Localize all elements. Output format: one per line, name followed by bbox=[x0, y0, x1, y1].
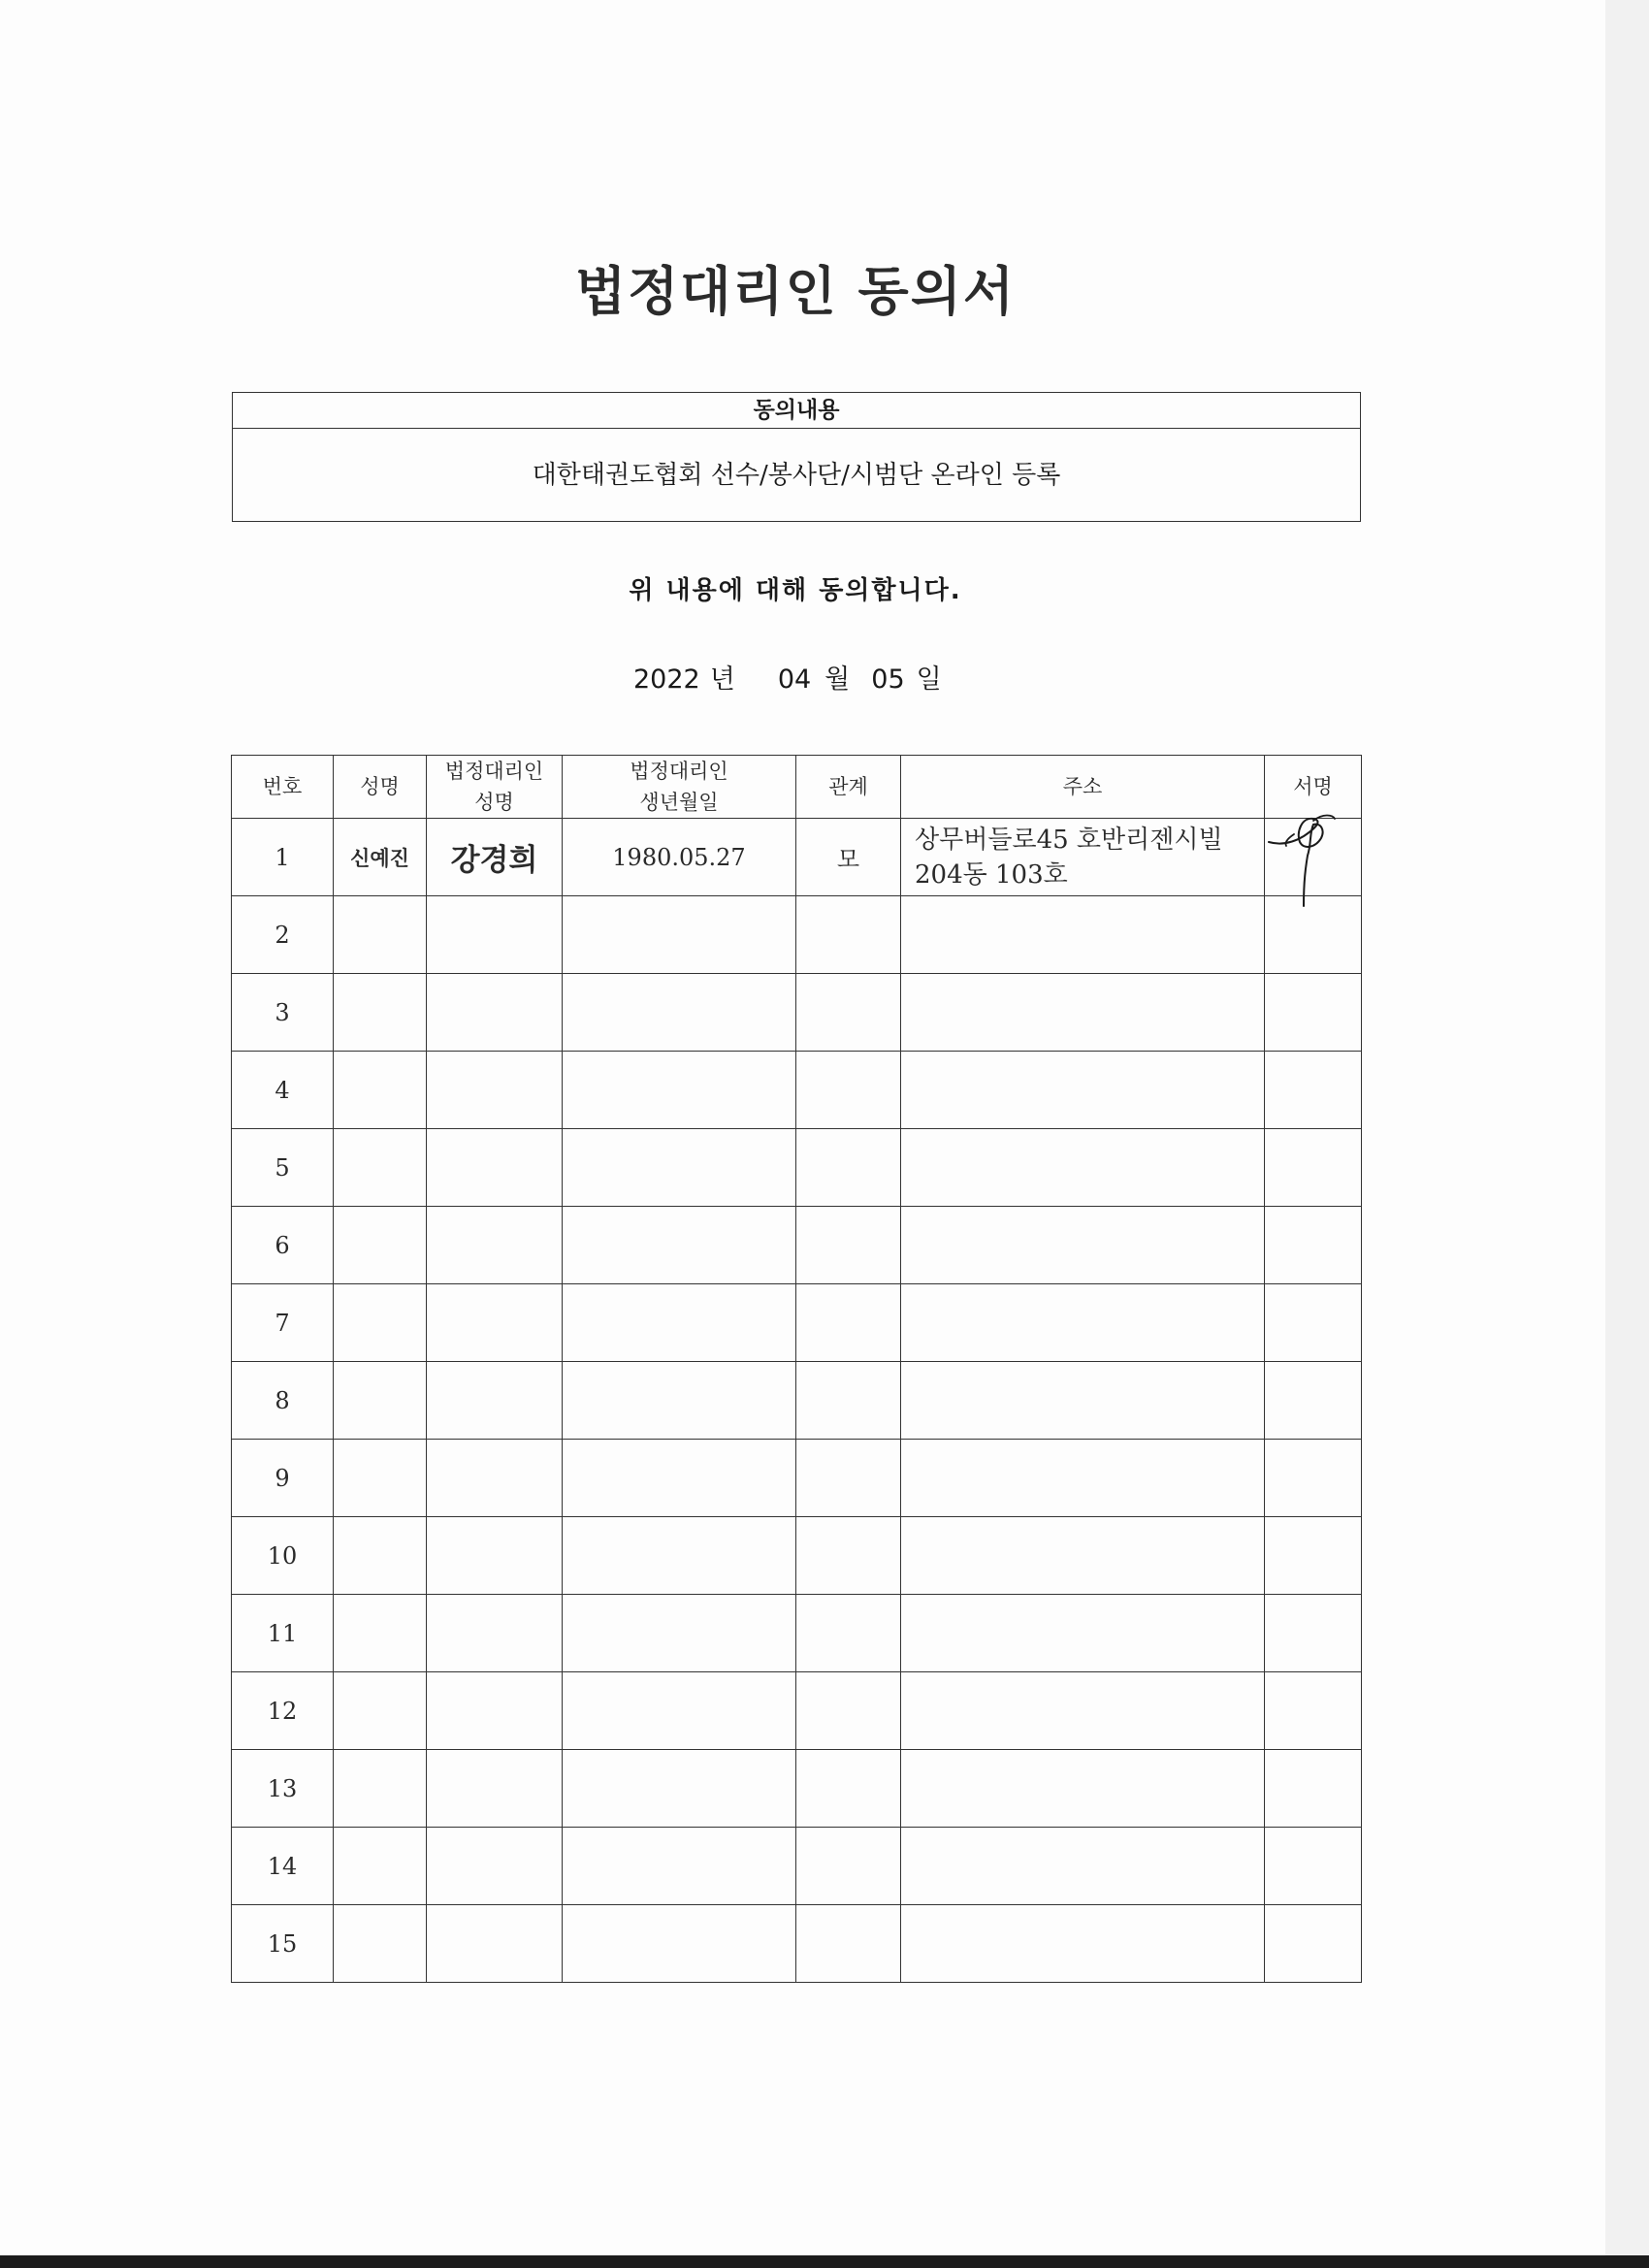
table-row bbox=[232, 1440, 1362, 1517]
table-row bbox=[232, 974, 1362, 1052]
cell-guardian-birth bbox=[563, 974, 796, 1052]
scan-edge-bottom bbox=[0, 2255, 1649, 2268]
cell-guardian-birth bbox=[563, 1207, 796, 1284]
consent-body: 대한태권도협회 선수/봉사단/시범단 온라인 등록 bbox=[532, 461, 1061, 490]
cell-relation bbox=[796, 1905, 901, 1983]
cell-guardian-birth bbox=[563, 1905, 796, 1983]
cell-name bbox=[334, 1129, 427, 1207]
cell-no: 4 bbox=[232, 1052, 334, 1129]
cell-signature bbox=[1265, 974, 1362, 1052]
date-year: 2022 bbox=[633, 664, 700, 695]
cell-name bbox=[334, 1517, 427, 1595]
date-day-unit: 일 bbox=[916, 664, 942, 695]
cell-name: 신예진 bbox=[334, 819, 427, 896]
cell-guardian-name bbox=[427, 1284, 563, 1362]
cell-signature bbox=[1265, 1362, 1362, 1440]
cell-address bbox=[901, 1828, 1265, 1905]
cell-relation bbox=[796, 1672, 901, 1750]
cell-relation bbox=[796, 1207, 901, 1284]
table-row bbox=[232, 1129, 1362, 1207]
cell-signature bbox=[1265, 1207, 1362, 1284]
cell-address bbox=[901, 1672, 1265, 1750]
cell-address bbox=[901, 1284, 1265, 1362]
cell-guardian-birth: 1980.05.27 bbox=[563, 819, 796, 896]
date-year-unit: 년 bbox=[709, 664, 735, 695]
cell-name bbox=[334, 1750, 427, 1828]
cell-no: 12 bbox=[232, 1672, 334, 1750]
table-body bbox=[232, 819, 1362, 1983]
header-relation: 관계 bbox=[796, 756, 901, 819]
cell-name bbox=[334, 1440, 427, 1517]
date-month-unit: 월 bbox=[824, 664, 851, 695]
cell-signature bbox=[1265, 1129, 1362, 1207]
table-row bbox=[232, 1595, 1362, 1672]
cell-guardian-name bbox=[427, 1672, 563, 1750]
cell-no: 8 bbox=[232, 1362, 334, 1440]
cell-address bbox=[901, 896, 1265, 974]
table-row bbox=[232, 1517, 1362, 1595]
cell-signature bbox=[1265, 1595, 1362, 1672]
cell-address bbox=[901, 1129, 1265, 1207]
cell-relation bbox=[796, 1750, 901, 1828]
cell-name bbox=[334, 974, 427, 1052]
cell-guardian-name bbox=[427, 1517, 563, 1595]
cell-signature bbox=[1265, 819, 1362, 896]
consent-header: 동의내용 bbox=[233, 393, 1360, 429]
header-signature: 서명 bbox=[1265, 756, 1362, 819]
cell-address bbox=[901, 974, 1265, 1052]
cell-relation bbox=[796, 1828, 901, 1905]
cell-guardian-birth bbox=[563, 1052, 796, 1129]
consent-box bbox=[232, 392, 1361, 522]
cell-address bbox=[901, 1207, 1265, 1284]
header-name: 성명 bbox=[334, 756, 427, 819]
cell-guardian-name bbox=[427, 1440, 563, 1517]
cell-relation: 모 bbox=[796, 819, 901, 896]
header-guardian-name-line1: 법정대리인 bbox=[444, 760, 544, 783]
cell-guardian-birth bbox=[563, 896, 796, 974]
cell-name bbox=[334, 1595, 427, 1672]
agree-statement: 위 내용에 대해 동의합니다. bbox=[629, 576, 962, 605]
cell-signature bbox=[1265, 1284, 1362, 1362]
cell-signature bbox=[1265, 1052, 1362, 1129]
cell-name bbox=[334, 1905, 427, 1983]
cell-signature bbox=[1265, 896, 1362, 974]
cell-address bbox=[901, 1052, 1265, 1129]
date-month: 04 bbox=[777, 664, 812, 695]
cell-guardian-birth bbox=[563, 1129, 796, 1207]
cell-relation bbox=[796, 1517, 901, 1595]
cell-name bbox=[334, 1052, 427, 1129]
cell-guardian-name bbox=[427, 1129, 563, 1207]
table-row bbox=[232, 1750, 1362, 1828]
cell-no: 6 bbox=[232, 1207, 334, 1284]
cell-guardian-name bbox=[427, 1362, 563, 1440]
cell-relation bbox=[796, 974, 901, 1052]
cell-name bbox=[334, 896, 427, 974]
cell-signature bbox=[1265, 1517, 1362, 1595]
cell-guardian-birth bbox=[563, 1672, 796, 1750]
cell-guardian-birth bbox=[563, 1284, 796, 1362]
cell-signature bbox=[1265, 1750, 1362, 1828]
cell-name bbox=[334, 1672, 427, 1750]
table-row bbox=[232, 896, 1362, 974]
cell-guardian-birth bbox=[563, 1750, 796, 1828]
table-row bbox=[232, 1828, 1362, 1905]
address-line2: 204동 103호 bbox=[915, 859, 1068, 890]
cell-guardian-name bbox=[427, 1595, 563, 1672]
cell-guardian-name bbox=[427, 974, 563, 1052]
table-row bbox=[232, 1052, 1362, 1129]
cell-no: 5 bbox=[232, 1129, 334, 1207]
cell-guardian-name: 강경희 bbox=[427, 819, 563, 896]
header-address: 주소 bbox=[901, 756, 1265, 819]
cell-relation bbox=[796, 1362, 901, 1440]
cell-guardian-birth bbox=[563, 1362, 796, 1440]
table-row bbox=[232, 819, 1362, 896]
cell-address bbox=[901, 1750, 1265, 1828]
cell-guardian-name bbox=[427, 1828, 563, 1905]
cell-no: 7 bbox=[232, 1284, 334, 1362]
cell-no: 13 bbox=[232, 1750, 334, 1828]
cell-guardian-birth bbox=[563, 1828, 796, 1905]
header-guardian-birth-line1: 법정대리인 bbox=[630, 760, 728, 783]
cell-signature bbox=[1265, 1440, 1362, 1517]
header-guardian-name-line2: 성명 bbox=[474, 791, 514, 814]
address-line1: 상무버들로45 호반리젠시빌 bbox=[915, 825, 1223, 855]
table-row bbox=[232, 1207, 1362, 1284]
cell-signature bbox=[1265, 1905, 1362, 1983]
cell-guardian-name bbox=[427, 1207, 563, 1284]
cell-signature bbox=[1265, 1828, 1362, 1905]
table-row bbox=[232, 1362, 1362, 1440]
header-no: 번호 bbox=[232, 756, 334, 819]
cell-address bbox=[901, 1905, 1265, 1983]
cell-address bbox=[901, 819, 1265, 896]
cell-relation bbox=[796, 1595, 901, 1672]
cell-address bbox=[901, 1440, 1265, 1517]
page-title: 법정대리인 동의서 bbox=[574, 261, 1017, 322]
cell-no: 11 bbox=[232, 1595, 334, 1672]
table-row bbox=[232, 1905, 1362, 1983]
cell-guardian-name bbox=[427, 1052, 563, 1129]
cell-no: 2 bbox=[232, 896, 334, 974]
cell-guardian-birth bbox=[563, 1595, 796, 1672]
date-day: 05 bbox=[871, 664, 905, 695]
cell-guardian-name bbox=[427, 1750, 563, 1828]
registration-table bbox=[231, 755, 1362, 1983]
cell-no: 10 bbox=[232, 1517, 334, 1595]
cell-signature bbox=[1265, 1672, 1362, 1750]
cell-relation bbox=[796, 1129, 901, 1207]
cell-guardian-name bbox=[427, 1905, 563, 1983]
cell-no: 14 bbox=[232, 1828, 334, 1905]
scan-edge-right bbox=[1605, 0, 1649, 2268]
header-guardian-birth bbox=[563, 756, 796, 819]
table-header-row bbox=[232, 756, 1362, 819]
cell-name bbox=[334, 1828, 427, 1905]
cell-address bbox=[901, 1595, 1265, 1672]
cell-no: 1 bbox=[232, 819, 334, 896]
cell-relation bbox=[796, 896, 901, 974]
cell-relation bbox=[796, 1440, 901, 1517]
table-row bbox=[232, 1672, 1362, 1750]
cell-name bbox=[334, 1362, 427, 1440]
cell-address bbox=[901, 1517, 1265, 1595]
cell-relation bbox=[796, 1284, 901, 1362]
cell-no: 9 bbox=[232, 1440, 334, 1517]
cell-relation bbox=[796, 1052, 901, 1129]
cell-name bbox=[334, 1284, 427, 1362]
consent-date bbox=[633, 658, 942, 696]
cell-no: 3 bbox=[232, 974, 334, 1052]
cell-guardian-name bbox=[427, 896, 563, 974]
cell-name bbox=[334, 1207, 427, 1284]
header-guardian-birth-line2: 생년월일 bbox=[639, 791, 719, 814]
cell-address bbox=[901, 1362, 1265, 1440]
cell-guardian-birth bbox=[563, 1440, 796, 1517]
table-row bbox=[232, 1284, 1362, 1362]
cell-guardian-birth bbox=[563, 1517, 796, 1595]
header-guardian-name bbox=[427, 756, 563, 819]
cell-no: 15 bbox=[232, 1905, 334, 1983]
